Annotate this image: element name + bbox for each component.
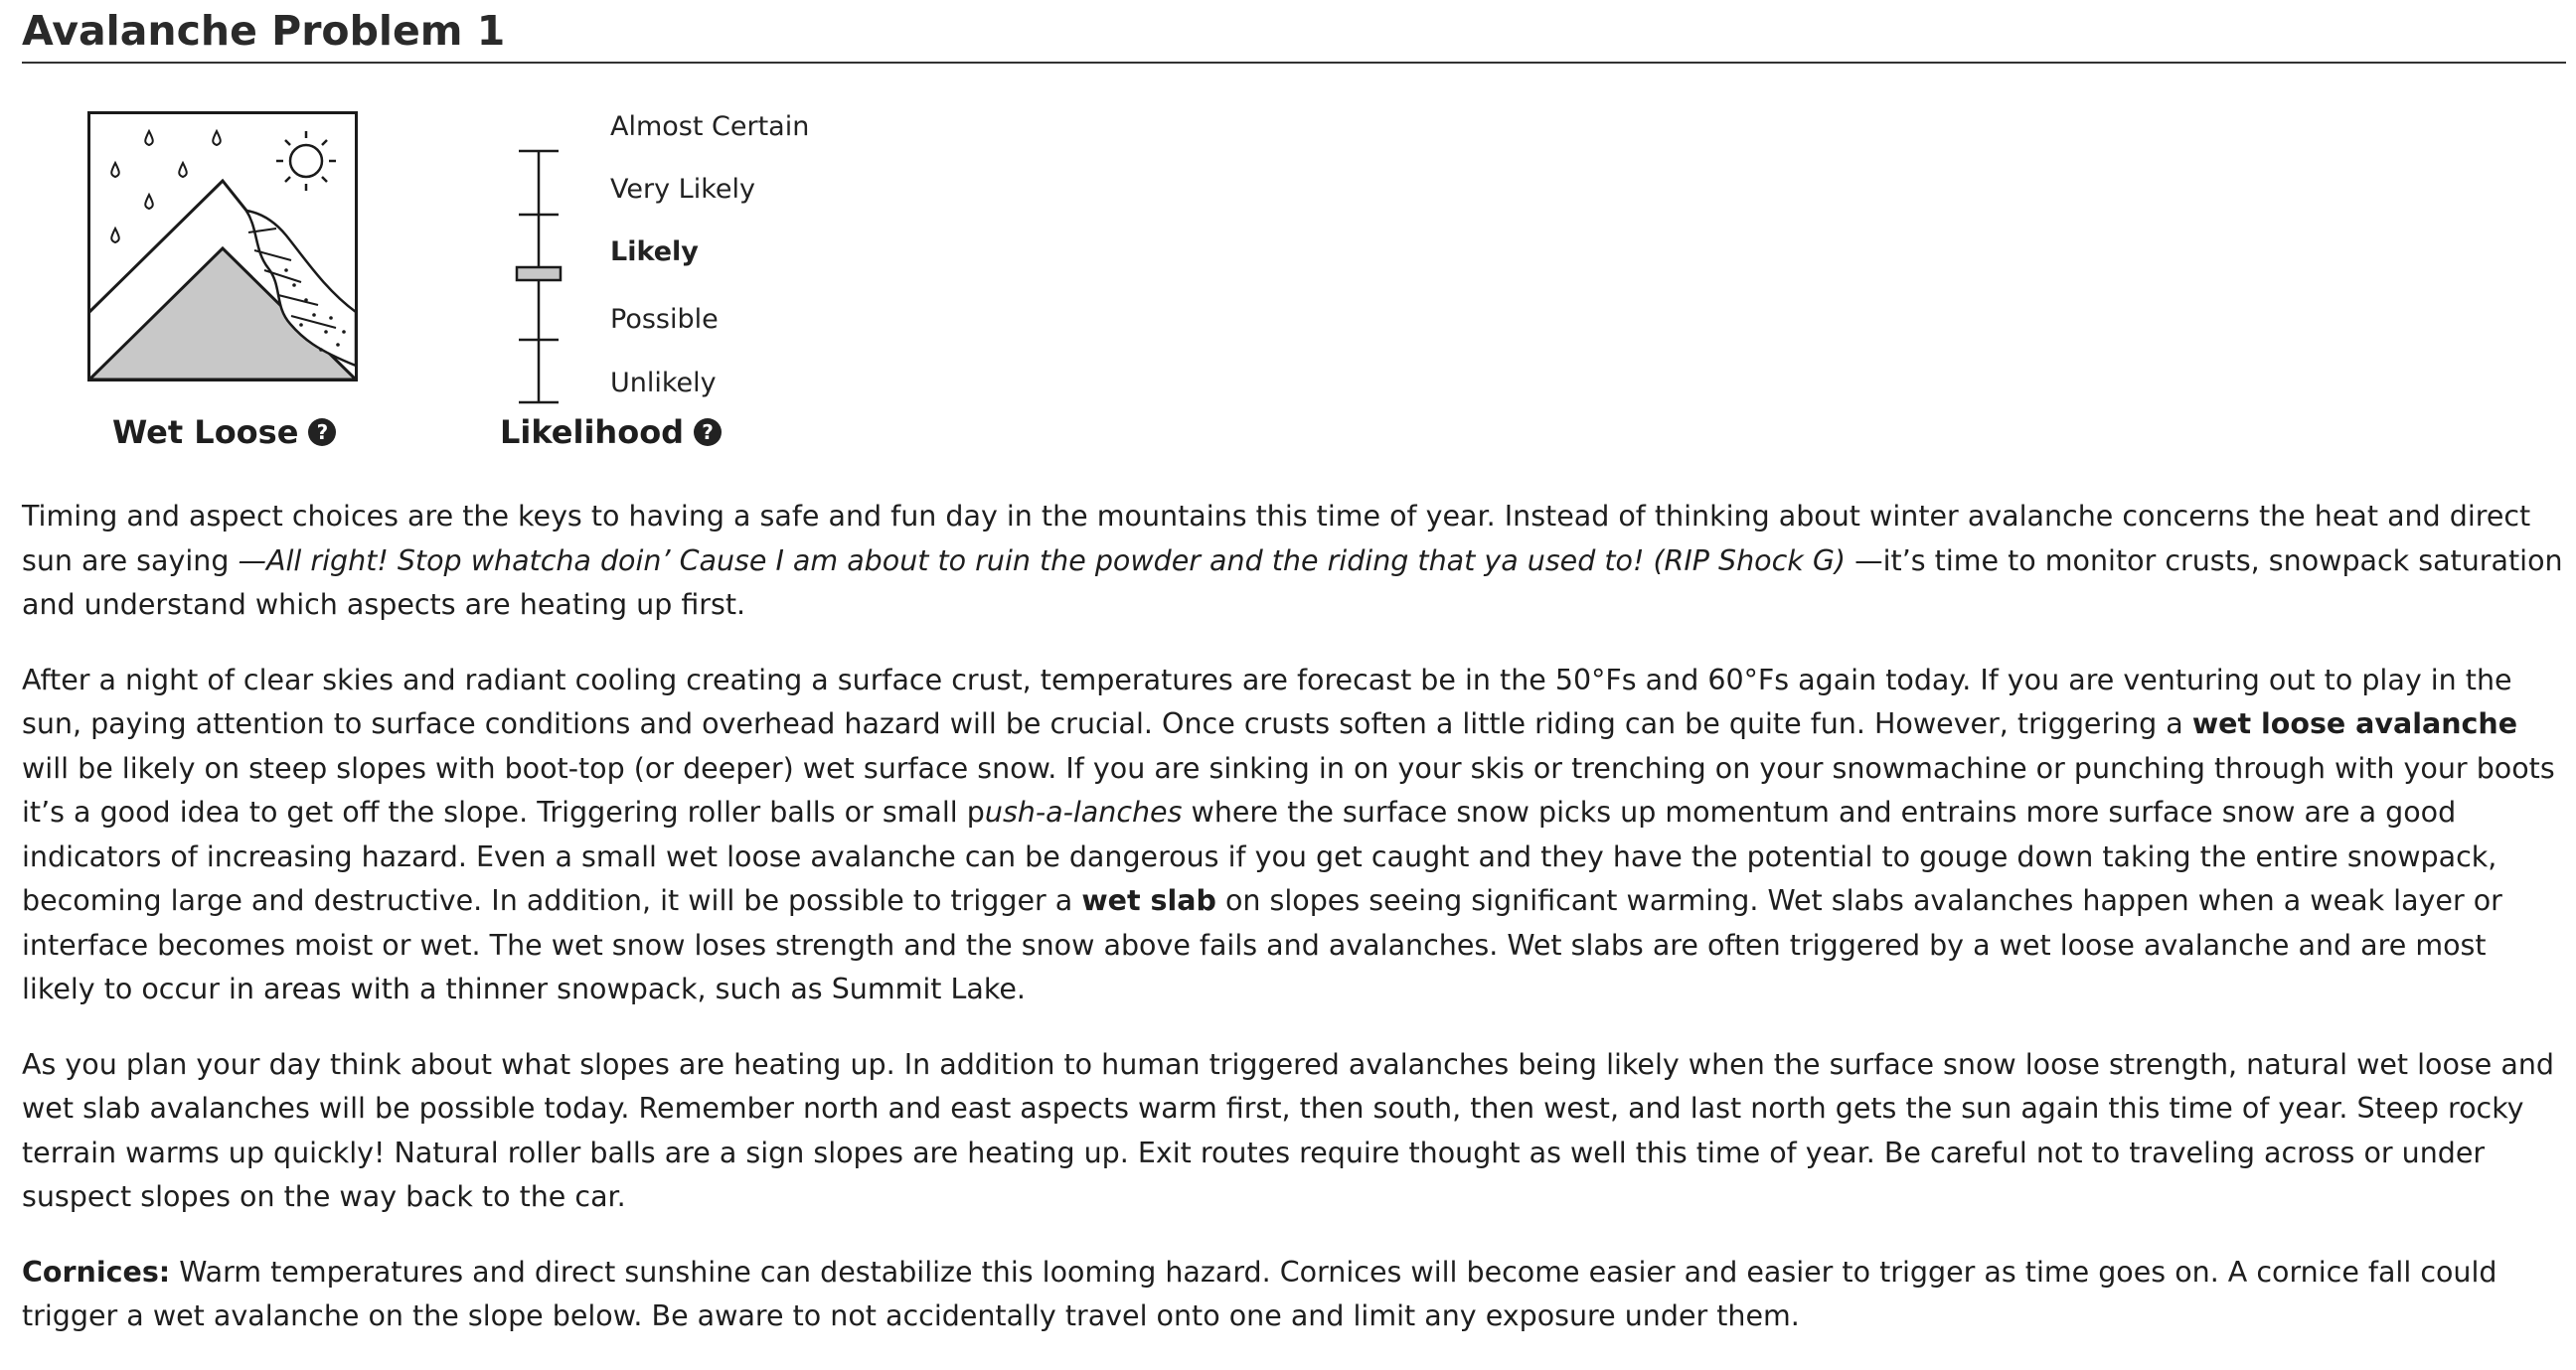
paragraph-conditions: After a night of clear skies and radiant cooling creating a surface crust, temperatures are forecast be in the 50°Fs and 60°Fs again today. If you are venturing out to play in the sun, paying attention to surface conditions and overhead hazard will be crucial. Once crusts soften a little riding can be quite fun. However, triggering a wet loose avalanche will be likely on steep slopes with boot-top (or deeper) wet surface snow. If you are sinking in on your skis or trenching on your snowmachine or punching through with your boots it’s a good idea to get off the slope. Triggering roller balls or small push-a-lanches where the surface snow picks up momentum and entrains more surface snow are a good indicators of increasing hazard. Even a small wet loose avalanche can be dangerous if you get caught and they have the potential to gouge down taking the entire snowpack, becoming large and destructive. In addition, it will be possible to trigger a wet slab on slopes seeing significant warming. Wet slabs avalanches happen when a weak layer or interface becomes moist or wet. The wet snow loses strength and the snow above fails and avalanches. Wet slabs are often triggered by a wet loose avalanche and are most likely to occur in areas with a thinner snowpack, such as Summit Lake.	[22, 663, 2555, 1005]
help-icon[interactable]: ?	[694, 418, 722, 446]
quote-text: —All right! Stop whatcha doin’ Cause I am about to ruin the powder and the riding that ya used to! (RIP Shock G)	[238, 543, 1855, 577]
likelihood-level-very-likely: Very Likely	[610, 174, 755, 205]
paragraph-cornices: Cornices: Warm temperatures and direct sunshine can destabilize this looming hazard. Cornices will become easier and easier to trigger as time goes on. A cornice fall could trigger a wet avalanche on the slope below. Be aware to not accidentally travel onto one and limit any exposure under them.	[22, 1255, 2497, 1332]
wet-loose-emphasis: wet loose avalanche	[2191, 707, 2518, 740]
problem-graphics	[22, 111, 916, 469]
problem-type-label: Wet Loose	[112, 413, 299, 451]
wet-slab-emphasis: wet slab	[1081, 884, 1216, 917]
wet-loose-icon	[87, 111, 358, 381]
likelihood-level-possible: Possible	[610, 304, 719, 335]
avalanche-problem-section	[22, 0, 2566, 1332]
push-a-lanches-emphasis: ush-a-lanches	[984, 796, 1183, 829]
likelihood-label: Likelihood	[500, 413, 685, 451]
title-divider	[22, 62, 2566, 64]
likelihood-level-unlikely: Unlikely	[610, 368, 717, 398]
likelihood-level-almost-certain: Almost Certain	[610, 111, 810, 142]
help-icon[interactable]: ?	[308, 418, 336, 446]
paragraph-timing: Timing and aspect choices are the keys to having a safe and fun day in the mountains this time of year. Instead of thinking about winter avalanche concerns the heat and direct sun are saying —All right! Stop whatcha doin’ Cause I am about to ruin the powder and the riding that ya used to! (RIP Shock G) —it’s time to monitor crusts, snowpack saturation and understand which aspects are heating up first.	[22, 500, 2563, 621]
likelihood-caption	[500, 413, 722, 451]
page-title: Avalanche Problem 1	[22, 7, 506, 55]
problem-type-caption	[112, 413, 336, 451]
problem-discussion	[22, 495, 2566, 1370]
paragraph-planning: As you plan your day think about what slopes are heating up. In addition to human triggered avalanches being likely when the surface snow loose strength, natural wet loose and wet slab avalanches will be possible today. Remember north and east aspects warm first, then south, then west, and last north gets the sun again this time of year. Steep rocky terrain warms up quickly! Natural roller balls are a sign slopes are heating up. Exit routes require thought as well this time of year. Be careful not to traveling across or under suspect slopes on the way back to the car.	[22, 1047, 2554, 1213]
cornices-label: Cornices:	[22, 1255, 171, 1289]
likelihood-level-likely: Likely	[610, 236, 699, 267]
likelihood-scale-icon	[509, 129, 568, 407]
